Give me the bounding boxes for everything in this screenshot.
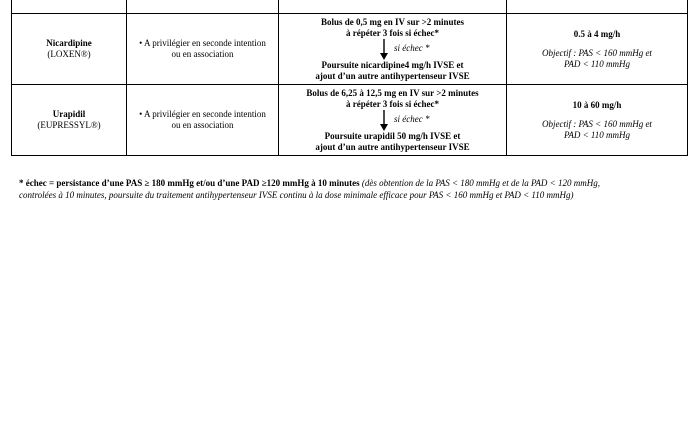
objective-line: PAD < 110 mmHg xyxy=(564,58,630,69)
indication-line: • A privilégier en seconde intention xyxy=(139,109,266,119)
dose-value: 0.5 à 4 mg/h xyxy=(573,28,621,39)
drug-cell xyxy=(12,85,127,156)
indication-line: • A privilégier en seconde intention xyxy=(139,38,266,48)
table-row-previous xyxy=(12,0,688,14)
footnote xyxy=(19,177,679,201)
failure-label: si échec * xyxy=(394,42,430,53)
indication-cell xyxy=(127,85,279,156)
drug-name: Nicardipine xyxy=(46,38,92,48)
indication-line: ou en association xyxy=(171,120,234,130)
objective-line: Objectif : PAS < 160 mmHg et xyxy=(542,118,652,129)
followup-line: Poursuite urapidil 50 mg/h IVSE et xyxy=(324,130,461,141)
objective-line: PAD < 110 mmHg xyxy=(564,129,630,140)
objective-line: Objectif : PAS < 160 mmHg et xyxy=(542,47,652,58)
footnote-definition: * échec = persistance d’une PAS ≥ 180 mmHg et/ou d’une PAD ≥120 mmHg à 10 minutes xyxy=(19,178,360,188)
indication-line: ou en association xyxy=(171,49,234,59)
arrow-down-icon xyxy=(379,110,389,131)
bolus-line: à répéter 3 fois si échec* xyxy=(345,98,440,109)
bolus-line: à répéter 3 fois si échec* xyxy=(345,27,440,38)
table-row-nicardipine xyxy=(12,14,688,85)
failure-arrow-row xyxy=(279,110,506,131)
indication-cell xyxy=(127,14,279,85)
drug-brand: (EUPRESSYL®) xyxy=(37,120,101,130)
table-row-urapidil xyxy=(12,85,688,156)
failure-arrow-row xyxy=(279,39,506,60)
footnote-note: controlées à 10 minutes, poursuite du traitement antihypertenseur IVSE continu à la dose minimale efficace pour PAS < 160 mmHg et PAD < 110 mmHg) xyxy=(19,190,574,200)
bolus-line: Bolus de 0,5 mg en IV sur >2 minutes xyxy=(320,16,465,27)
bolus-line: Bolus de 6,25 à 12,5 mg en IV sur >2 minutes xyxy=(306,87,479,98)
footnote-note: (dès obtention de la PAS < 180 mmHg et de la PAD < 120 mmHg, xyxy=(359,178,600,188)
arrow-down-icon xyxy=(379,39,389,60)
followup-line: Poursuite nicardipine4 mg/h IVSE et xyxy=(321,59,464,70)
drug-name: Urapidil xyxy=(52,109,86,119)
protocol-cell xyxy=(279,14,507,85)
drug-cell xyxy=(12,14,127,85)
failure-label: si échec * xyxy=(394,113,430,124)
protocol-cell xyxy=(279,85,507,156)
protocol-table xyxy=(11,0,688,156)
drug-brand: (LOXEN®) xyxy=(47,49,91,59)
dose-cell xyxy=(507,14,688,85)
dose-value: 10 à 60 mg/h xyxy=(572,99,622,110)
followup-line: ajout d’un autre antihypertenseur IVSE xyxy=(315,70,470,81)
dose-cell xyxy=(507,85,688,156)
followup-line: ajout d’un autre antihypertenseur IVSE xyxy=(315,141,470,152)
